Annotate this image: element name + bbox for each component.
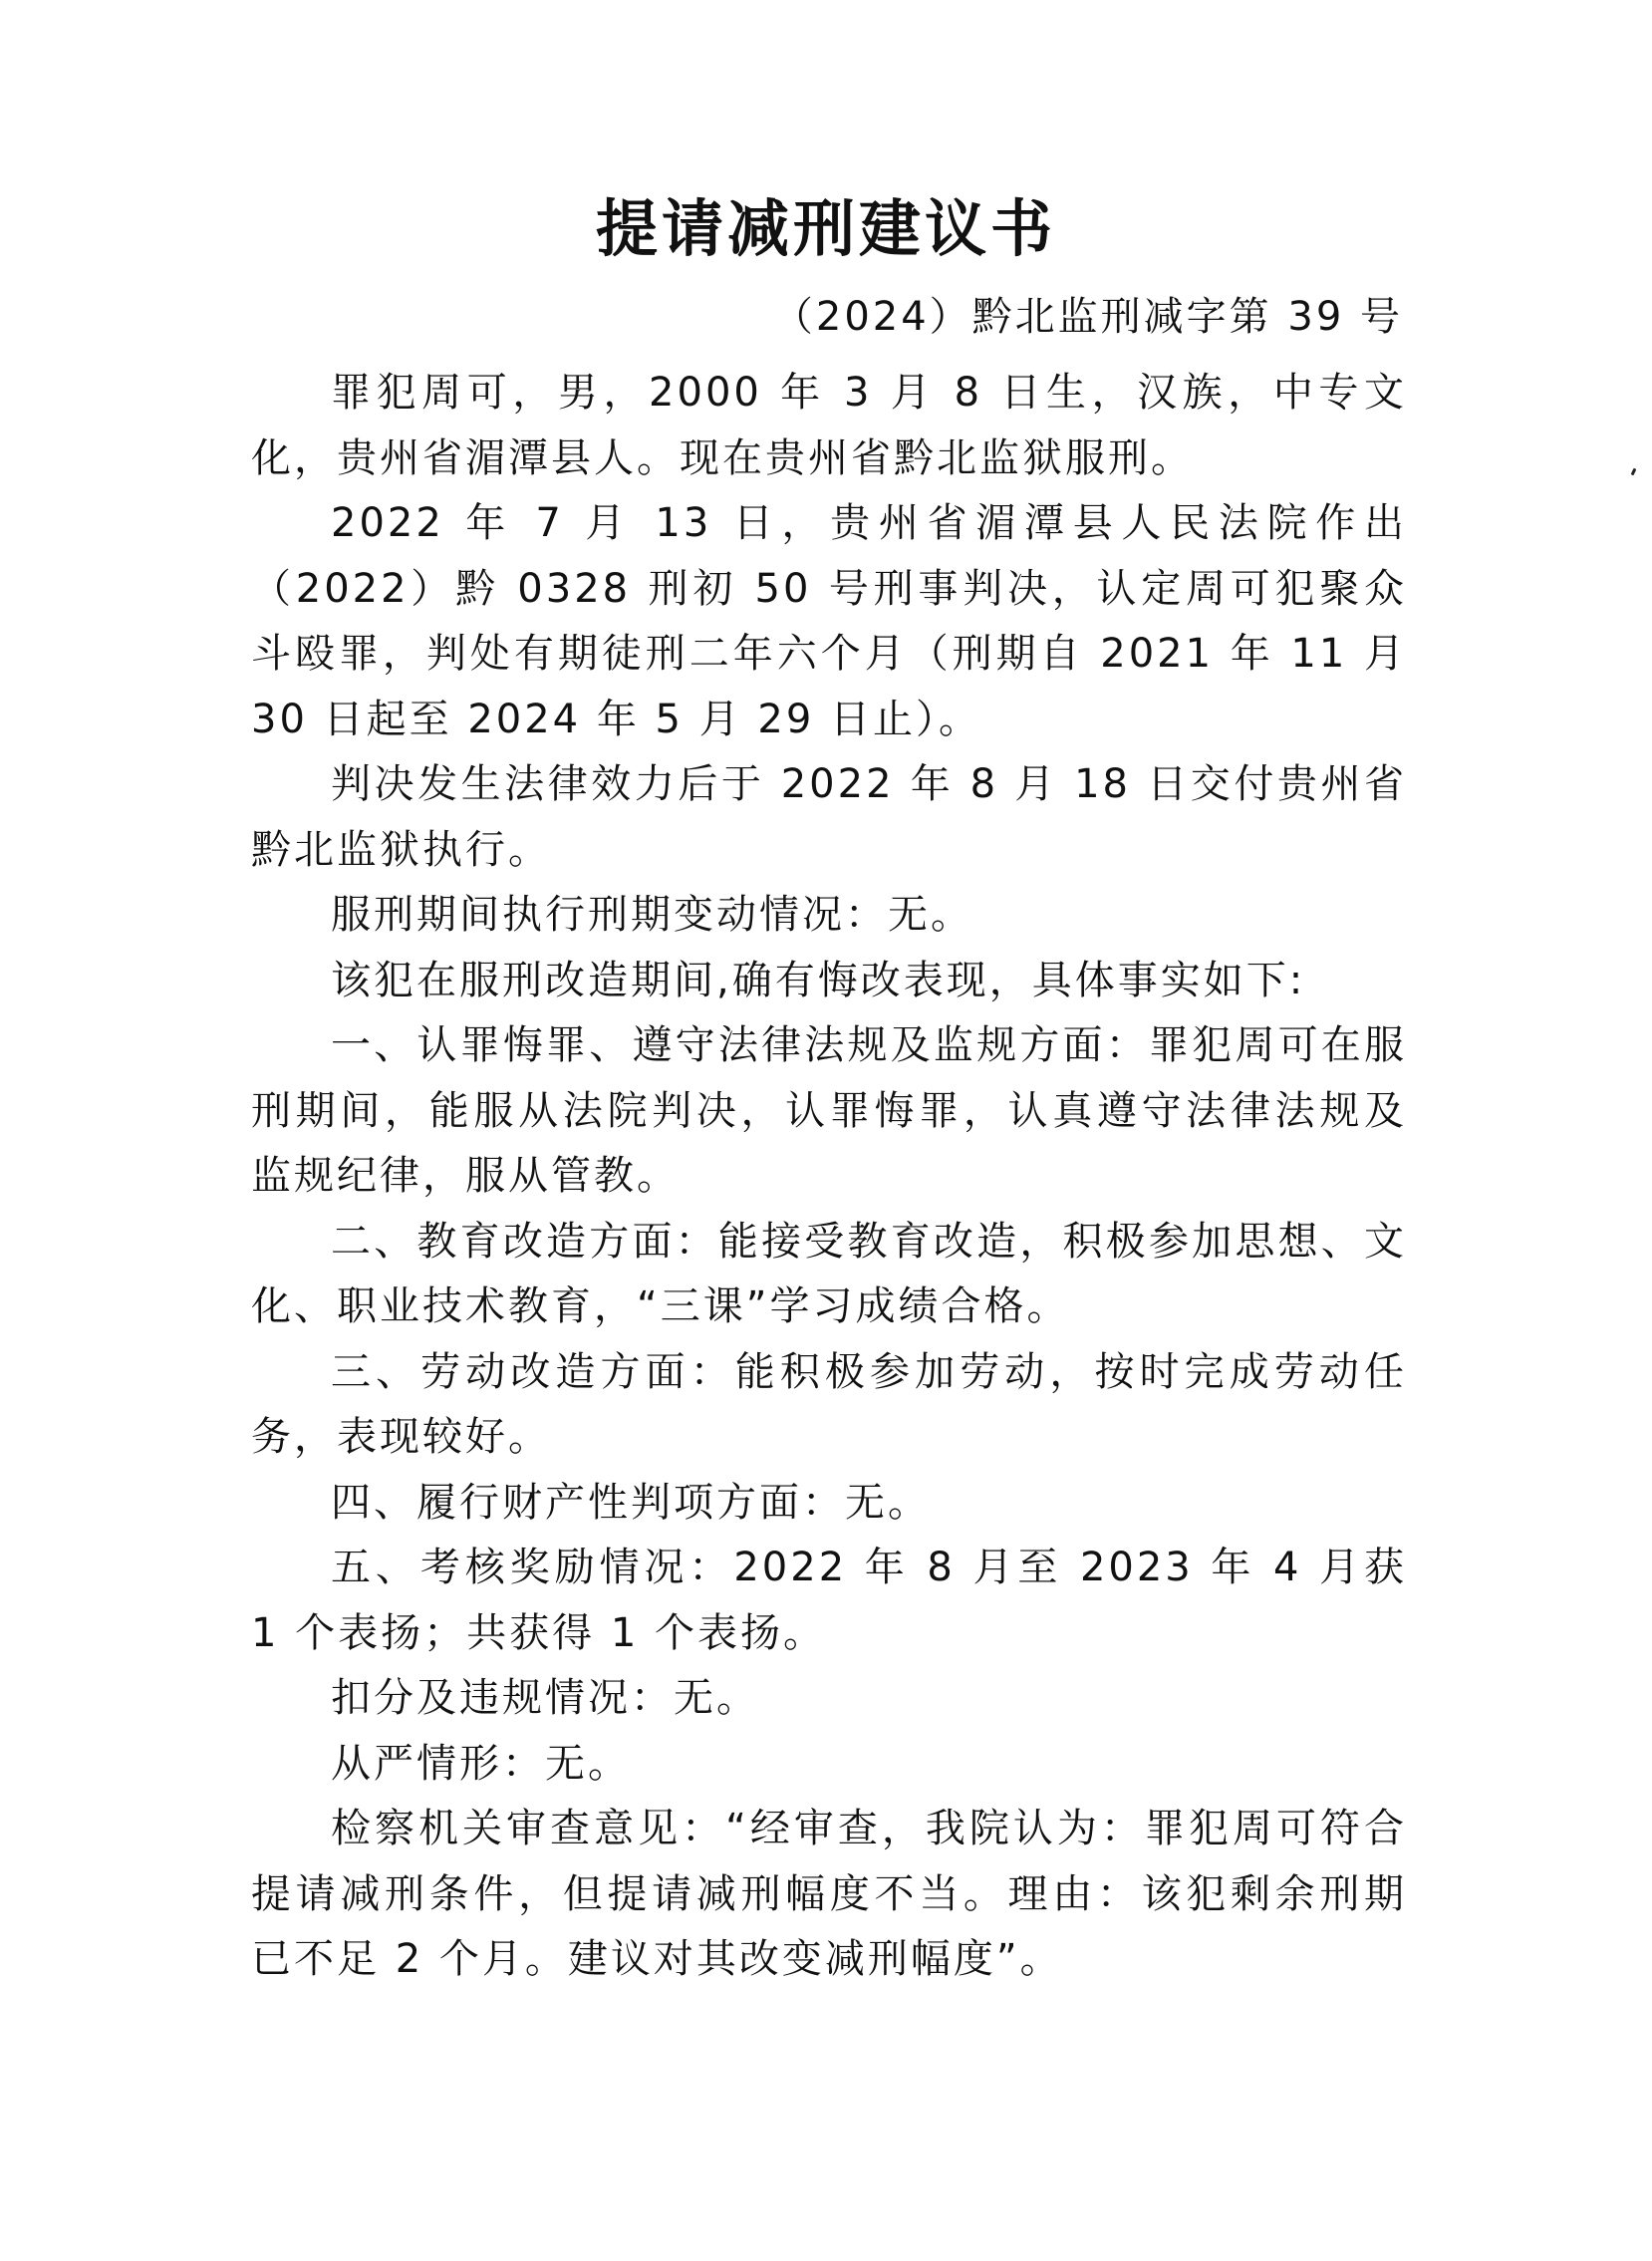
paragraph-education: 二、教育改造方面：能接受教育改造，积极参加思想、文化、职业技术教育，“三课”学习成绩合格。	[251, 1218, 1407, 1329]
paragraph-deductions: 扣分及违规情况：无。	[331, 1675, 759, 1721]
scan-mark	[1631, 468, 1637, 476]
paragraph-labor: 三、劳动改造方面：能积极参加劳动，按时完成劳动任务，表现较好。	[251, 1348, 1407, 1460]
document-body	[251, 361, 1407, 1993]
document-number: （2024）黔北监刑减字第 39 号	[772, 294, 1403, 340]
paragraph-offender-info: 罪犯周可，男，2000 年 3 月 8 日生，汉族，中专文化，贵州省湄潭县人。现在贵州省黔北监狱服刑。	[251, 370, 1407, 481]
paragraph-sentence-change: 服刑期间执行刑期变动情况：无。	[331, 892, 973, 938]
paragraph-strict-circumstances: 从严情形：无。	[331, 1740, 631, 1787]
document-title: 提请减刑建议书	[595, 192, 1056, 265]
paragraph-property: 四、履行财产性判项方面：无。	[331, 1479, 931, 1526]
paragraph-rewards: 五、考核奖励情况：2022 年 8 月至 2023 年 4 月获 1 个表扬；共获得 1 个表扬。	[251, 1545, 1407, 1656]
paragraph-repentance-intro: 该犯在服刑改造期间,确有悔改表现，具体事实如下:	[331, 957, 1306, 1003]
paragraph-judgment: 2022 年 7 月 13 日，贵州省湄潭县人民法院作出（2022）黔 0328 刑初 50 号刑事判决，认定周可犯聚众斗殴罪，判处有期徒刑二年六个月（刑期自 2021 年 11 月 30 日起至 2024 年 5 月 29 日止）。	[251, 500, 1407, 742]
paragraph-law-compliance: 一、认罪悔罪、遵守法律法规及监规方面：罪犯周可在服刑期间，能服从法院判决，认罪悔罪，认真遵守法律法规及监规纪律，服从管教。	[251, 1022, 1407, 1199]
paragraph-execution: 判决发生法律效力后于 2022 年 8 月 18 日交付贵州省黔北监狱执行。	[251, 761, 1407, 873]
paragraph-procuratorate-opinion: 检察机关审查意见：“经审查，我院认为：罪犯周可符合提请减刑条件，但提请减刑幅度不当。理由：该犯剩余刑期已不足 2 个月。建议对其改变减刑幅度”。	[251, 1806, 1407, 1982]
